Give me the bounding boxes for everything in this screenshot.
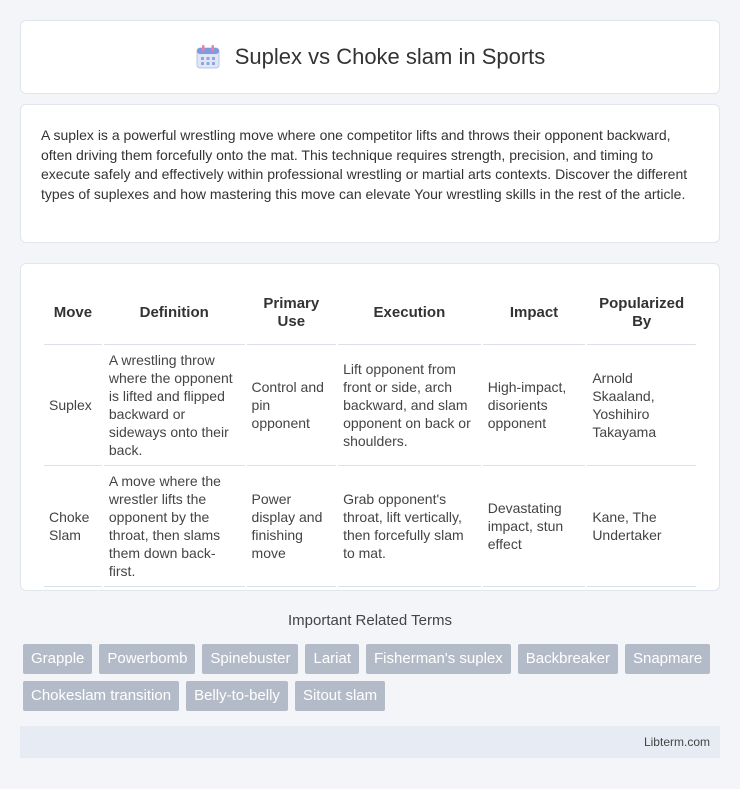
column-header: Popularized By [587, 282, 696, 345]
table-row [44, 345, 696, 466]
calendar-icon [195, 44, 221, 70]
table-cell: Lift opponent from front or side, arch backward, and slam opponent on back or shoulders. [338, 345, 481, 466]
table-cell: Choke Slam [44, 466, 102, 587]
table-header-row [44, 282, 696, 345]
table-cell: Arnold Skaaland, Yoshihiro Takayama [587, 345, 696, 466]
column-header: Execution [338, 282, 481, 345]
table-cell: A wrestling throw where the opponent is lifted and flipped backward or sideways onto their back. [104, 345, 245, 466]
table-cell: Control and pin opponent [247, 345, 337, 466]
related-term-tag[interactable]: Chokeslam transition [23, 681, 179, 711]
comparison-table [42, 282, 698, 587]
footer-site-link[interactable]: Libterm.com [643, 735, 710, 749]
related-terms-list [23, 644, 723, 711]
related-term-tag[interactable]: Fisherman's suplex [366, 644, 511, 674]
table-cell: Kane, The Undertaker [587, 466, 696, 587]
related-term-tag[interactable]: Powerbomb [99, 644, 195, 674]
table-cell: Grab opponent's throat, lift vertically, then forcefully slam to mat. [338, 466, 481, 587]
related-term-tag[interactable]: Belly-to-belly [186, 681, 288, 711]
footer [20, 726, 720, 758]
intro-card [20, 104, 720, 243]
title-card [20, 20, 720, 94]
table-row [44, 466, 696, 587]
related-term-tag[interactable]: Grapple [23, 644, 92, 674]
related-term-tag[interactable]: Lariat [305, 644, 359, 674]
related-term-tag[interactable]: Sitout slam [295, 681, 385, 711]
related-term-tag[interactable]: Backbreaker [518, 644, 618, 674]
related-term-tag[interactable]: Snapmare [625, 644, 710, 674]
table-cell: High-impact, disorients opponent [483, 345, 586, 466]
column-header: Primary Use [247, 282, 337, 345]
column-header: Definition [104, 282, 245, 345]
comparison-table-card [20, 263, 720, 591]
related-term-tag[interactable]: Spinebuster [202, 644, 298, 674]
table-cell: A move where the wrestler lifts the opponent by the throat, then slams them down back-first. [104, 466, 245, 587]
table-cell: Suplex [44, 345, 102, 466]
related-terms-title: Important Related Terms [288, 612, 452, 629]
column-header: Move [44, 282, 102, 345]
table-cell: Power display and finishing move [247, 466, 337, 587]
page-title: Suplex vs Choke slam in Sports [234, 44, 546, 69]
table-cell: Devastating impact, stun effect [483, 466, 586, 587]
intro-paragraph: A suplex is a powerful wrestling move where one competitor lifts and throws their opponent backward, often driving them forcefully onto the mat. This technique requires strength, precision, and timing to execute safely and effectively within professional wrestling or martial arts contexts. Discover the different types of suplexes and how mastering this move can elevate Your wrestling skills in the rest of the article. [41, 127, 688, 202]
column-header: Impact [483, 282, 586, 345]
